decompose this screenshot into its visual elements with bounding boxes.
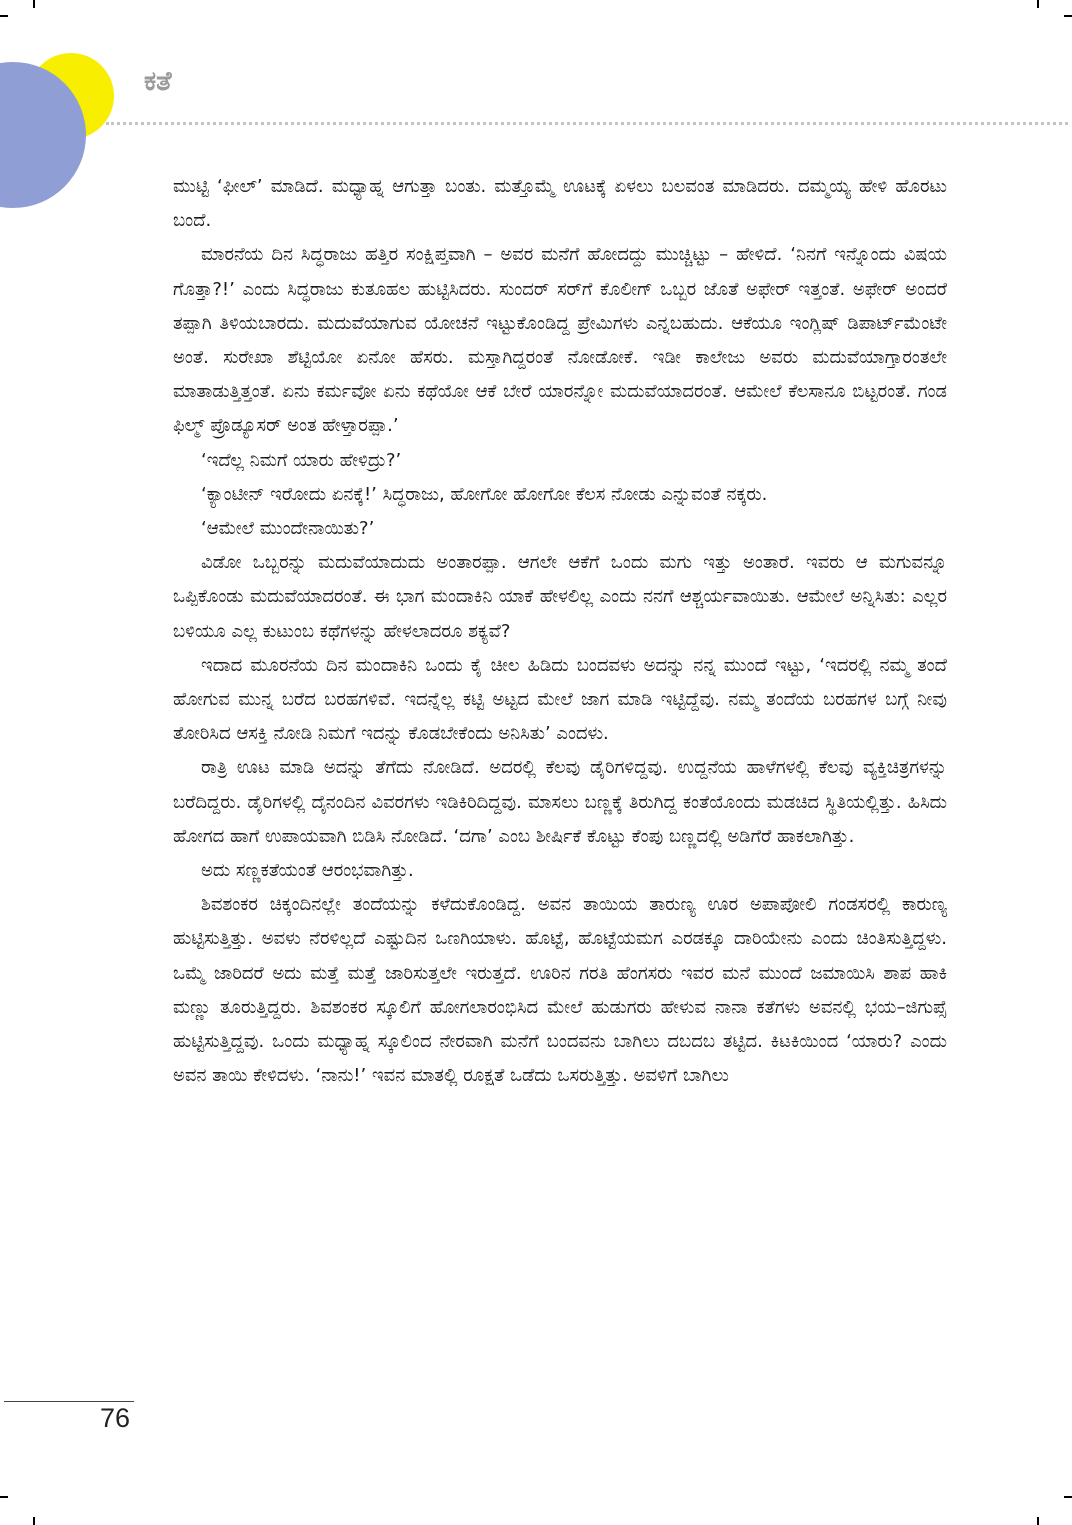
crop-mark-top-right: [1037, 0, 1039, 8]
crop-mark-right-lower: [1064, 1496, 1072, 1498]
story-body: [173, 170, 947, 1093]
crop-mark-left-lower: [0, 1496, 8, 1498]
paragraph: ಮಾರನೆಯ ದಿನ ಸಿದ್ಧರಾಜು ಹತ್ತಿರ ಸಂಕ್ಷಿಪ್ತವಾಗಿ – ಅವರ ಮನೆಗೆ ಹೋದದ್ದು ಮುಚ್ಚಿಟ್ಟು – ಹೇಳಿದೆ. ‘ನಿನಗೆ ಇನ್ನೊಂದು ವಿಷಯ ಗೊತ್ತಾ?!’ ಎಂದು ಸಿದ್ಧರಾಜು ಕುತೂಹಲ ಹುಟ್ಟಿಸಿದರು. ಸುಂದರ್ ಸರ್‌ಗೆ ಕೊಲೀಗ್ ಒಬ್ಬರ ಜೊತೆ ಅಫೇರ್ ಇತ್ತಂತೆ. ಅಫೇರ್ ಅಂದರೆ ತಪ್ಪಾಗಿ ತಿಳಿಯಬಾರದು. ಮದುವೆಯಾಗುವ ಯೋಚನೆ ಇಟ್ಟುಕೊಂಡಿದ್ದ ಪ್ರೇಮಿಗಳು ಎನ್ನಬಹುದು. ಆಕೆಯೂ ಇಂಗ್ಲಿಷ್ ಡಿಪಾರ್ಟ್‌ಮೆಂಟೇ ಅಂತೆ. ಸುರೇಖಾ ಶೆಟ್ಟಿಯೋ ಏನೋ ಹೆಸರು. ಮಸ್ತಾಗಿದ್ದರಂತೆ ನೋಡೋಕೆ. ಇಡೀ ಕಾಲೇಜು ಅವರು ಮದುವೆಯಾಗ್ತಾರಂತಲೇ ಮಾತಾಡುತ್ತಿತ್ತಂತೆ. ಏನು ಕರ್ಮವೋ ಏನು ಕಥೆಯೋ ಆಕೆ ಬೇರೆ ಯಾರನ್ನೋ ಮದುವೆಯಾದರಂತೆ. ಆಮೇಲೆ ಕೆಲಸಾನೂ ಬಿಟ್ಟರಂತೆ. ಗಂಡ ಫಿಲ್ಮ್ ಪ್ರೊಡ್ಯೂಸರ್ ಅಂತ ಹೇಳ್ತಾರಪ್ಪಾ.’: [173, 244, 948, 437]
paragraph: ಮುಟ್ಟಿ ‘ಫೀಲ್’ ಮಾಡಿದೆ. ಮಧ್ಯಾಹ್ನ ಆಗುತ್ತಾ ಬಂತು. ಮತ್ತೊಮ್ಮೆ ಊಟಕ್ಕೆ ಏಳಲು ಬಲವಂತ ಮಾಡಿದರು. ದಮ್ಮಯ್ಯ ಹೇಳಿ ಹೊರಟು ಬಂದೆ.: [173, 176, 947, 232]
paragraph: ‘ಇದೆಲ್ಲ ನಿಮಗೆ ಯಾರು ಹೇಳಿದ್ರು?’: [201, 449, 402, 471]
footer-rule: [4, 1401, 134, 1402]
paragraph: ರಾತ್ರಿ ಊಟ ಮಾಡಿ ಅದನ್ನು ತೆಗೆದು ನೋಡಿದೆ. ಅದರಲ್ಲಿ ಕೆಲವು ಡೈರಿಗಳಿದ್ದವು. ಉದ್ದನೆಯ ಹಾಳೆಗಳಲ್ಲಿ ಕೆಲವು ವ್ಯಕ್ತಿಚಿತ್ರಗಳನ್ನು ಬರೆದಿದ್ದರು. ಡೈರಿಗಳಲ್ಲಿ ದೈನಂದಿನ ವಿವರಗಳು ಇಡಿಕಿರಿದಿದ್ದವು. ಮಾಸಲು ಬಣ್ಣಕ್ಕೆ ತಿರುಗಿದ್ದ ಕಂತೆಯೊಂದು ಮಡಚಿದ ಸ್ಥಿತಿಯಲ್ಲಿತ್ತು. ಹಿಸಿದು ಹೋಗದ ಹಾಗೆ ಉಪಾಯವಾಗಿ ಬಿಡಿಸಿ ನೋಡಿದೆ. ‘ದಗಾ’ ಎಂಬ ಶೀರ್ಷಿಕೆ ಕೊಟ್ಟು ಕೆಂಪು ಬಣ್ಣದಲ್ಲಿ ಅಡಿಗೆರೆ ಹಾಕಲಾಗಿತ್ತು.: [173, 757, 947, 847]
paragraph: ‘ಆಮೇಲೆ ಮುಂದೇನಾಯಿತು?’: [201, 518, 375, 540]
paragraph: ಇದಾದ ಮೂರನೆಯ ದಿನ ಮಂದಾಕಿನಿ ಒಂದು ಕೈ ಚೀಲ ಹಿಡಿದು ಬಂದವಳು ಅದನ್ನು ನನ್ನ ಮುಂದೆ ಇಟ್ಟು, ‘ಇದರಲ್ಲಿ ನಮ್ಮ ತಂದೆ ಹೋಗುವ ಮುನ್ನ ಬರೆದ ಬರಹಗಳಿವೆ. ಇದನ್ನೆಲ್ಲ ಕಟ್ಟಿ ಅಟ್ಟದ ಮೇಲೆ ಜಾಗ ಮಾಡಿ ಇಟ್ಟಿದ್ದೆವು. ನಮ್ಮ ತಂದೆಯ ಬರಹಗಳ ಬಗ್ಗೆ ನೀವು ತೋರಿಸಿದ ಆಸಕ್ತಿ ನೋಡಿ ನಿಮಗೆ ಇದನ್ನು ಕೊಡಬೇಕೆಂದು ಅನಿಸಿತು’ ಎಂದಳು.: [173, 654, 947, 745]
crop-mark-left-upper: [0, 15, 8, 17]
paragraph: ಶಿವಶಂಕರ ಚಿಕ್ಕಂದಿನಲ್ಲೇ ತಂದೆಯನ್ನು ಕಳೆದುಕೊಂಡಿದ್ದ. ಅವನ ತಾಯಿಯ ತಾರುಣ್ಯ ಊರ ಅಪಾಪೋಲಿ ಗಂಡಸರಲ್ಲಿ ಕಾರುಣ್ಯ ಹುಟ್ಟಿಸುತ್ತಿತ್ತು. ಅವಳು ನೆರಳಿಲ್ಲದೆ ಎಷ್ಟುದಿನ ಒಣಗಿಯಾಳು. ಹೊಟ್ಟೆ, ಹೊಟ್ಟೆಯಮಗ ಎರಡಕ್ಕೂ ದಾರಿಯೇನು ಎಂದು ಚಿಂತಿಸುತ್ತಿದ್ದಳು. ಒಮ್ಮೆ ಜಾರಿದರೆ ಅದು ಮತ್ತೆ ಮತ್ತೆ ಜಾರಿಸುತ್ತಲೇ ಇರುತ್ತದೆ. ಊರಿನ ಗರತಿ ಹೆಂಗಸರು ಇವರ ಮನೆ ಮುಂದೆ ಜಮಾಯಿಸಿ ಶಾಪ ಹಾಕಿ ಮಣ್ಣು ತೂರುತ್ತಿದ್ದರು. ಶಿವಶಂಕರ ಸ್ಕೂಲಿಗೆ ಹೋಗಲಾರಂಭಿಸಿದ ಮೇಲೆ ಹುಡುಗರು ಹೇಳುವ ನಾನಾ ಕತೆಗಳು ಅವನಲ್ಲಿ ಭಯ–ಜಿಗುಪ್ಸೆ ಹುಟ್ಟಿಸುತ್ತಿದ್ದವು. ಒಂದು ಮಧ್ಯಾಹ್ನ ಸ್ಕೂಲಿಂದ ನೇರವಾಗಿ ಮನೆಗೆ ಬಂದವನು ಬಾಗಿಲು ದಬದಬ ತಟ್ಟಿದ. ಕಿಟಕಿಯಿಂದ ‘ಯಾರು? ಎಂದು ಅವನ ತಾಯಿ ಕೇಳಿದಳು. ‘ನಾನು!’ ಇವನ ಮಾತಲ್ಲಿ ರೂಕ್ಷತೆ ಒಡೆದು ಒಸರುತ್ತಿತ್ತು. ಅವಳಿಗೆ ಬಾಗಿಲು: [173, 894, 947, 1087]
paragraph: ‘ಕ್ಯಾಂಟೀನ್ ಇರೋದು ಏನಕ್ಕೆ!’ ಸಿದ್ಧರಾಜು, ಹೋಗೋ ಹೋಗೋ ಕೆಲಸ ನೋಡು ಎನ್ನುವಂತೆ ನಕ್ಕರು.: [201, 483, 768, 505]
crop-mark-bottom-left: [33, 1517, 35, 1525]
header-dotted-rule: [106, 122, 1068, 125]
section-title: ಕತೆ: [144, 66, 172, 97]
crop-mark-right-upper: [1064, 15, 1072, 17]
crop-mark-bottom-right: [1037, 1517, 1039, 1525]
paragraph: ವಿಡೋ ಒಬ್ಬರನ್ನು ಮದುವೆಯಾದುದು ಅಂತಾರಪ್ಪಾ. ಆಗಲೇ ಆಕೆಗೆ ಒಂದು ಮಗು ಇತ್ತು ಅಂತಾರೆ. ಇವರು ಆ ಮಗುವನ್ನೂ ಒಪ್ಪಿಕೊಂಡು ಮದುವೆಯಾದರಂತೆ. ಈ ಭಾಗ ಮಂದಾಕಿನಿ ಯಾಕೆ ಹೇಳಲಿಲ್ಲ ಎಂದು ನನಗೆ ಆಶ್ಚರ್ಯವಾಯಿತು. ಆಮೇಲೆ ಅನ್ನಿಸಿತು: ಎಲ್ಲರ ಬಳಿಯೂ ಎಲ್ಲ ಕುಟುಂಬ ಕಥೆಗಳನ್ನು ಹೇಳಲಾದರೂ ಶಕ್ಯವೆ?: [173, 552, 947, 642]
page-number: 76: [100, 1403, 131, 1433]
crop-mark-top-left: [33, 0, 35, 8]
paragraph: ಅದು ಸಣ್ಣಕತೆಯಂತೆ ಆರಂಭವಾಗಿತ್ತು.: [201, 860, 414, 882]
